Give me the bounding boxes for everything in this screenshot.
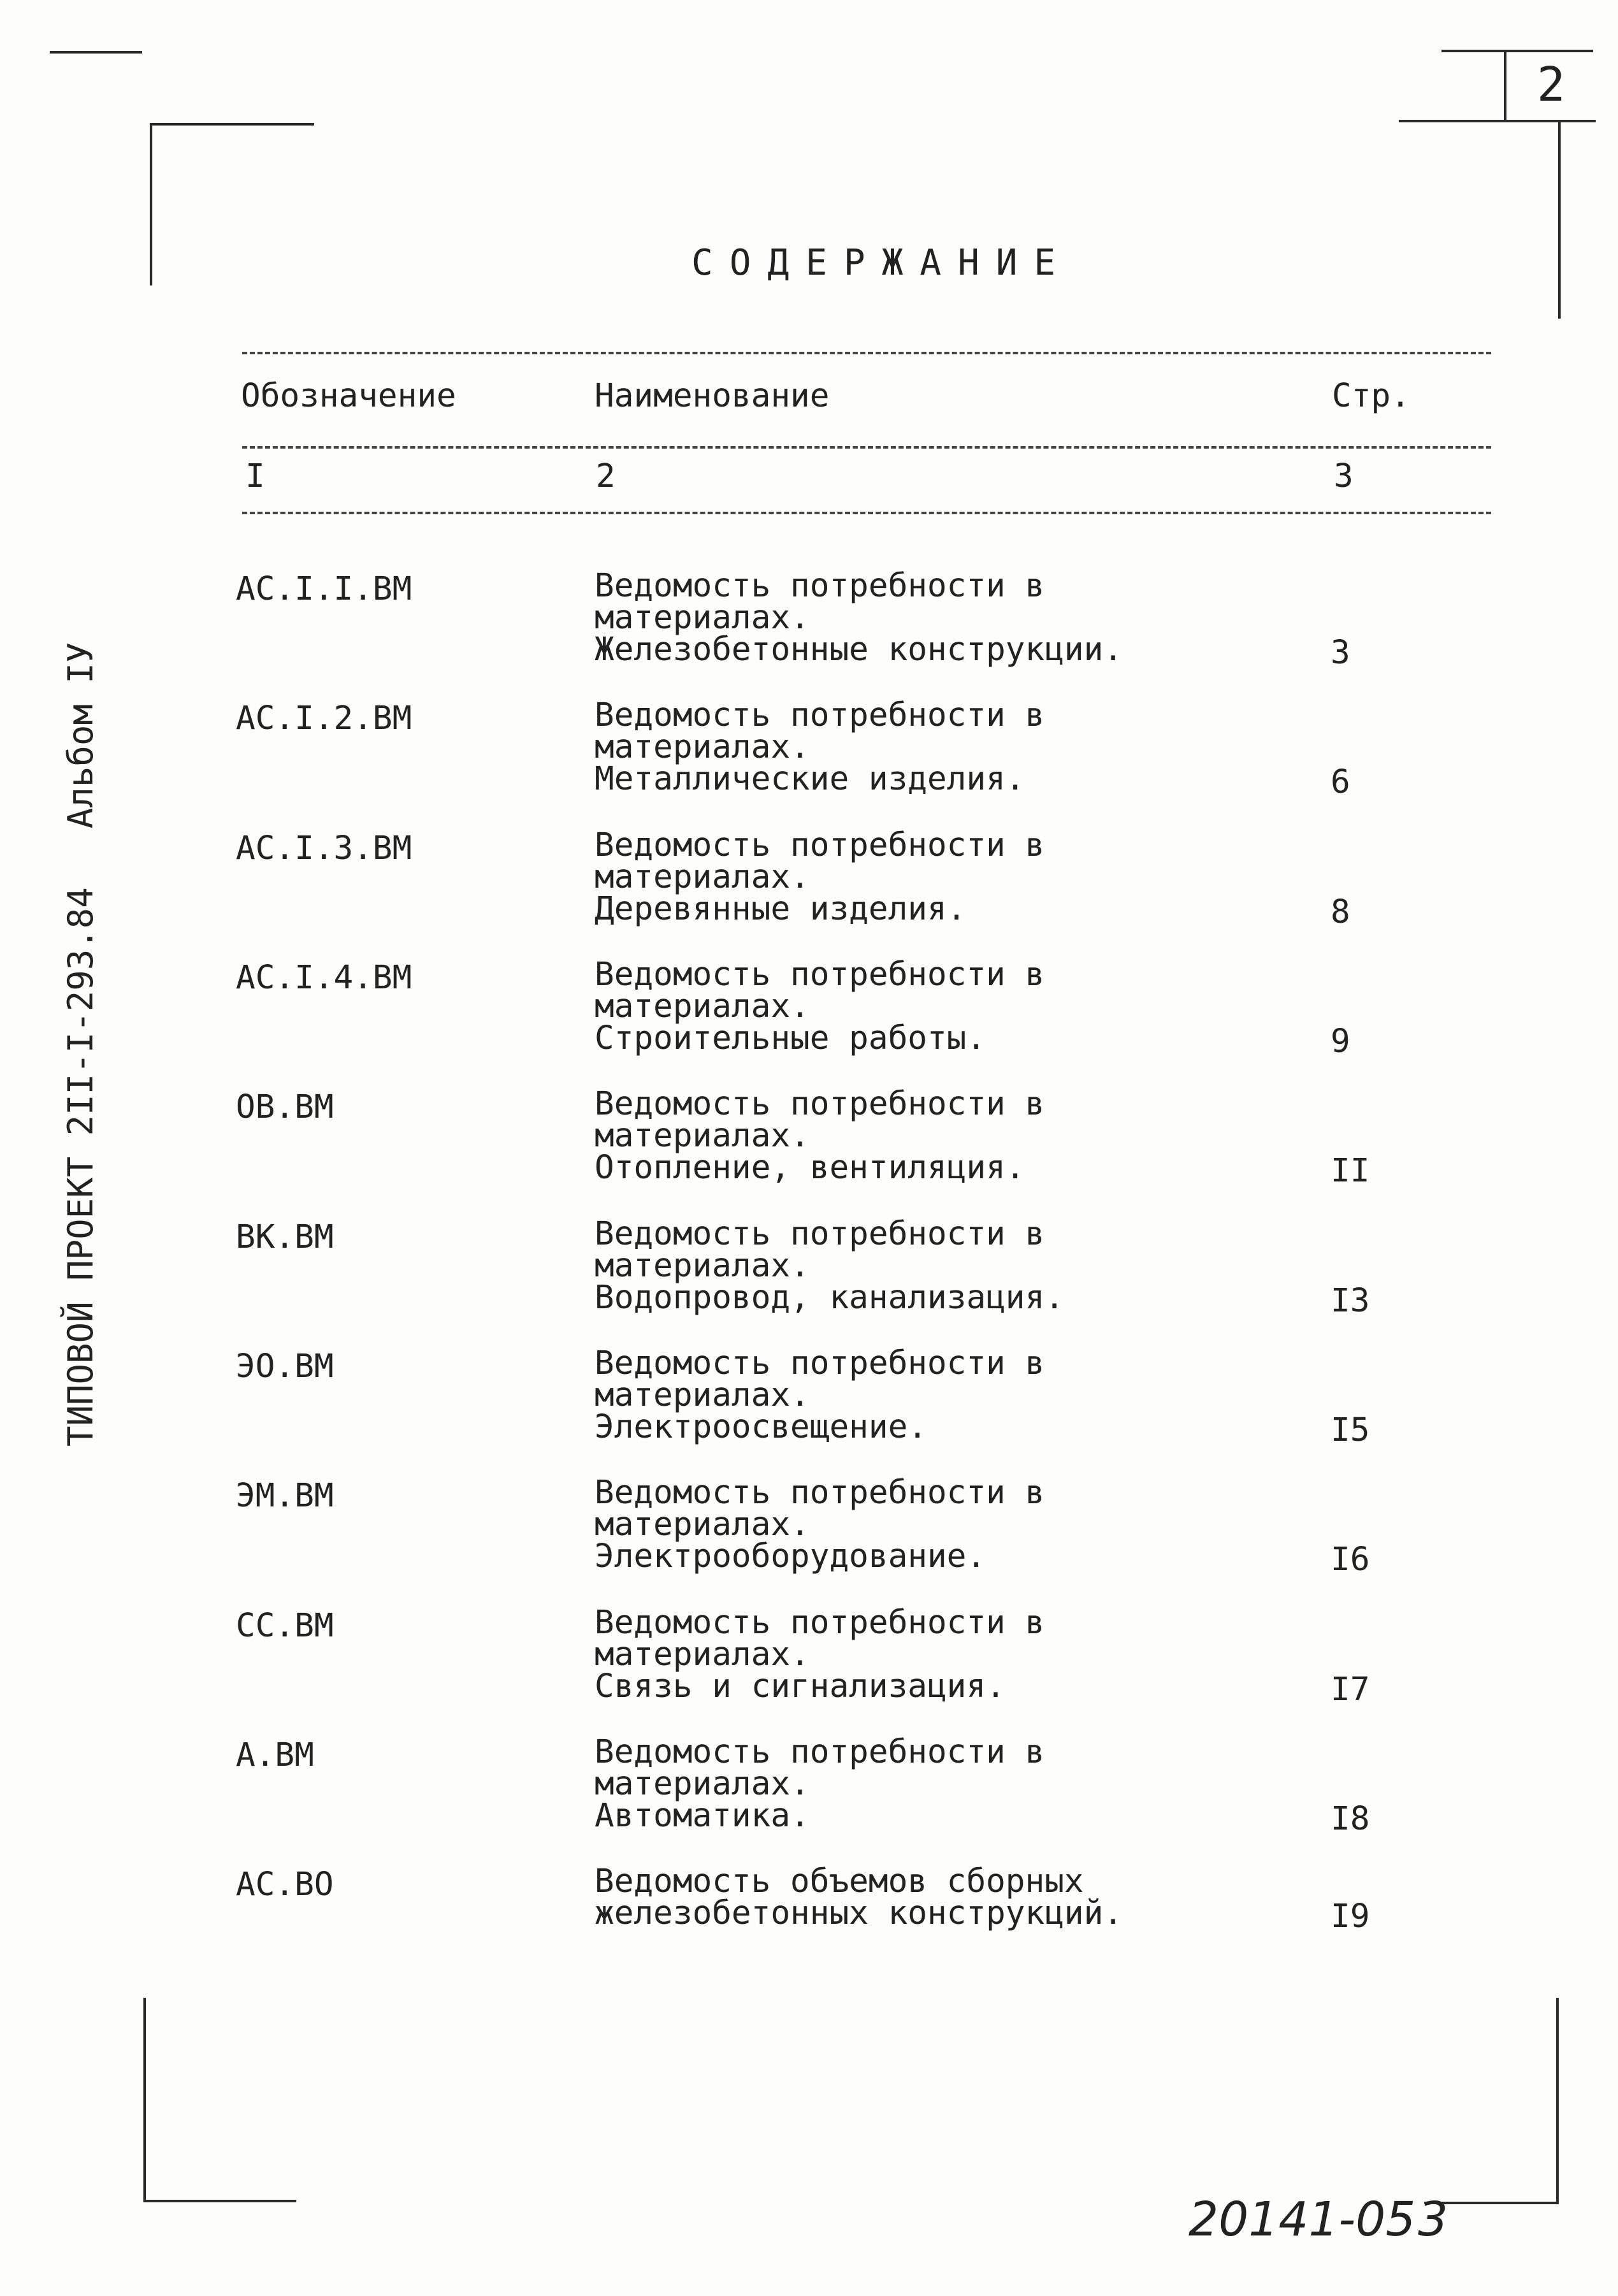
entry-code: ЭМ.ВМ (236, 1477, 334, 1515)
entry-code: А.ВМ (236, 1736, 314, 1774)
entry-name-line: материалах. (595, 988, 810, 1025)
entry-name-line: материалах. (595, 858, 810, 896)
entry-name (595, 1474, 1232, 1575)
entry-page: II (1331, 1152, 1370, 1190)
entry-page: 8 (1331, 893, 1350, 931)
corner-bottom-right-v (1556, 1998, 1559, 2204)
entry-name-line: Ведомость потребности в (595, 1474, 1045, 1512)
entry-name (595, 1863, 1232, 1932)
entry-name-line: материалах. (595, 1376, 810, 1414)
page-title: СОДЕРЖАНИЕ (691, 242, 1073, 284)
entry-name-line: материалах. (595, 728, 810, 766)
corner-top-right-v (1558, 120, 1561, 319)
entry-name-line: Электроосвещение. (595, 1408, 927, 1446)
entry-name-line: материалах. (595, 599, 810, 637)
entry-name-line: Железобетонные конструкции. (595, 631, 1123, 668)
entry-name-line: железобетонных конструкций. (595, 1895, 1123, 1932)
entry-page: I3 (1331, 1282, 1370, 1320)
entry-code: АС.I.3.ВМ (236, 830, 412, 867)
corner-top-left-v (150, 123, 152, 285)
header-divider-middle (242, 446, 1491, 449)
top-left-rule (50, 51, 142, 54)
sheet-number: 3 (1418, 2192, 1448, 2247)
entry-name-line: Ведомость потребности в (595, 697, 1045, 734)
entry-name-line: материалах. (595, 1765, 810, 1803)
entry-code: АС.I.I.ВМ (236, 570, 412, 608)
entry-page: I6 (1331, 1541, 1370, 1578)
entry-name-line: Строительные работы. (595, 1020, 986, 1057)
entry-code: ОВ.ВМ (236, 1088, 334, 1126)
entry-name (595, 827, 1232, 928)
column-header-designation: Обозначение (241, 377, 456, 415)
entry-name (595, 1733, 1232, 1835)
entry-name-line: Металлические изделия. (595, 760, 1025, 798)
entry-name (595, 1085, 1232, 1187)
entry-page: I7 (1331, 1671, 1370, 1708)
entry-code: СС.ВМ (236, 1607, 334, 1645)
entry-name-line: Ведомость потребности в (595, 1345, 1045, 1382)
side-album: Альбом IУ (61, 642, 101, 829)
entry-name-line: Ведомость потребности в (595, 1604, 1045, 1642)
inventory-number: 20141-05 (1188, 2192, 1416, 2247)
entry-name (595, 1345, 1232, 1446)
entry-name-line: Деревянные изделия. (595, 890, 967, 928)
entry-name-line: материалах. (595, 1636, 810, 1673)
column-number-3: 3 (1334, 458, 1354, 495)
corner-top-left-h (150, 123, 314, 126)
entry-page: 3 (1331, 634, 1350, 672)
entry-page: I8 (1331, 1800, 1370, 1838)
side-caption (61, 584, 101, 1447)
entry-name (595, 956, 1232, 1057)
entry-name-line: Ведомость объемов сборных (595, 1863, 1084, 1900)
column-number-2: 2 (596, 458, 616, 495)
entry-name-line: Ведомость потребности в (595, 956, 1045, 993)
entry-name-line: Водопровод, канализация. (595, 1279, 1064, 1317)
entry-page: 9 (1331, 1023, 1350, 1060)
entry-code: ВК.ВМ (236, 1218, 334, 1256)
side-project-code: ТИПОВОЙ ПРОЕКТ 2II-I-293.84 (61, 887, 101, 1447)
entry-code: АС.ВО (236, 1866, 334, 1903)
entry-name-line: Ведомость потребности в (595, 567, 1045, 605)
entry-page: I5 (1331, 1412, 1370, 1449)
entry-name-line: Связь и сигнализация. (595, 1668, 1006, 1705)
entry-name (595, 1215, 1232, 1317)
entry-name-line: Ведомость потребности в (595, 1085, 1045, 1123)
entry-name-line: материалах. (595, 1117, 810, 1155)
entry-name-line: Ведомость потребности в (595, 1733, 1045, 1771)
entry-name-line: Отопление, вентиляция. (595, 1149, 1025, 1187)
column-header-page: Стр. (1332, 377, 1410, 415)
header-divider-top (242, 352, 1491, 354)
entry-name (595, 1604, 1232, 1705)
entry-code: ЭО.ВМ (236, 1348, 334, 1385)
page-number: 2 (1504, 50, 1596, 122)
entry-code: АС.I.2.ВМ (236, 700, 412, 737)
entry-name-line: Ведомость потребности в (595, 827, 1045, 864)
entry-name-line: Электрооборудование. (595, 1538, 986, 1575)
column-header-name: Наименование (595, 377, 830, 415)
column-number-1: I (245, 458, 265, 495)
header-divider-bottom (242, 512, 1491, 514)
entry-name (595, 697, 1232, 798)
entry-page: I9 (1331, 1898, 1370, 1935)
entry-name-line: материалах. (595, 1506, 810, 1543)
entry-name-line: Ведомость потребности в (595, 1215, 1045, 1253)
entry-name (595, 567, 1232, 668)
corner-bottom-left-h (143, 2200, 296, 2202)
entry-code: АС.I.4.ВМ (236, 959, 412, 997)
corner-bottom-left-v (143, 1998, 146, 2202)
entry-page: 6 (1331, 763, 1350, 801)
entry-name-line: Автоматика. (595, 1797, 810, 1835)
entry-name-line: материалах. (595, 1247, 810, 1285)
